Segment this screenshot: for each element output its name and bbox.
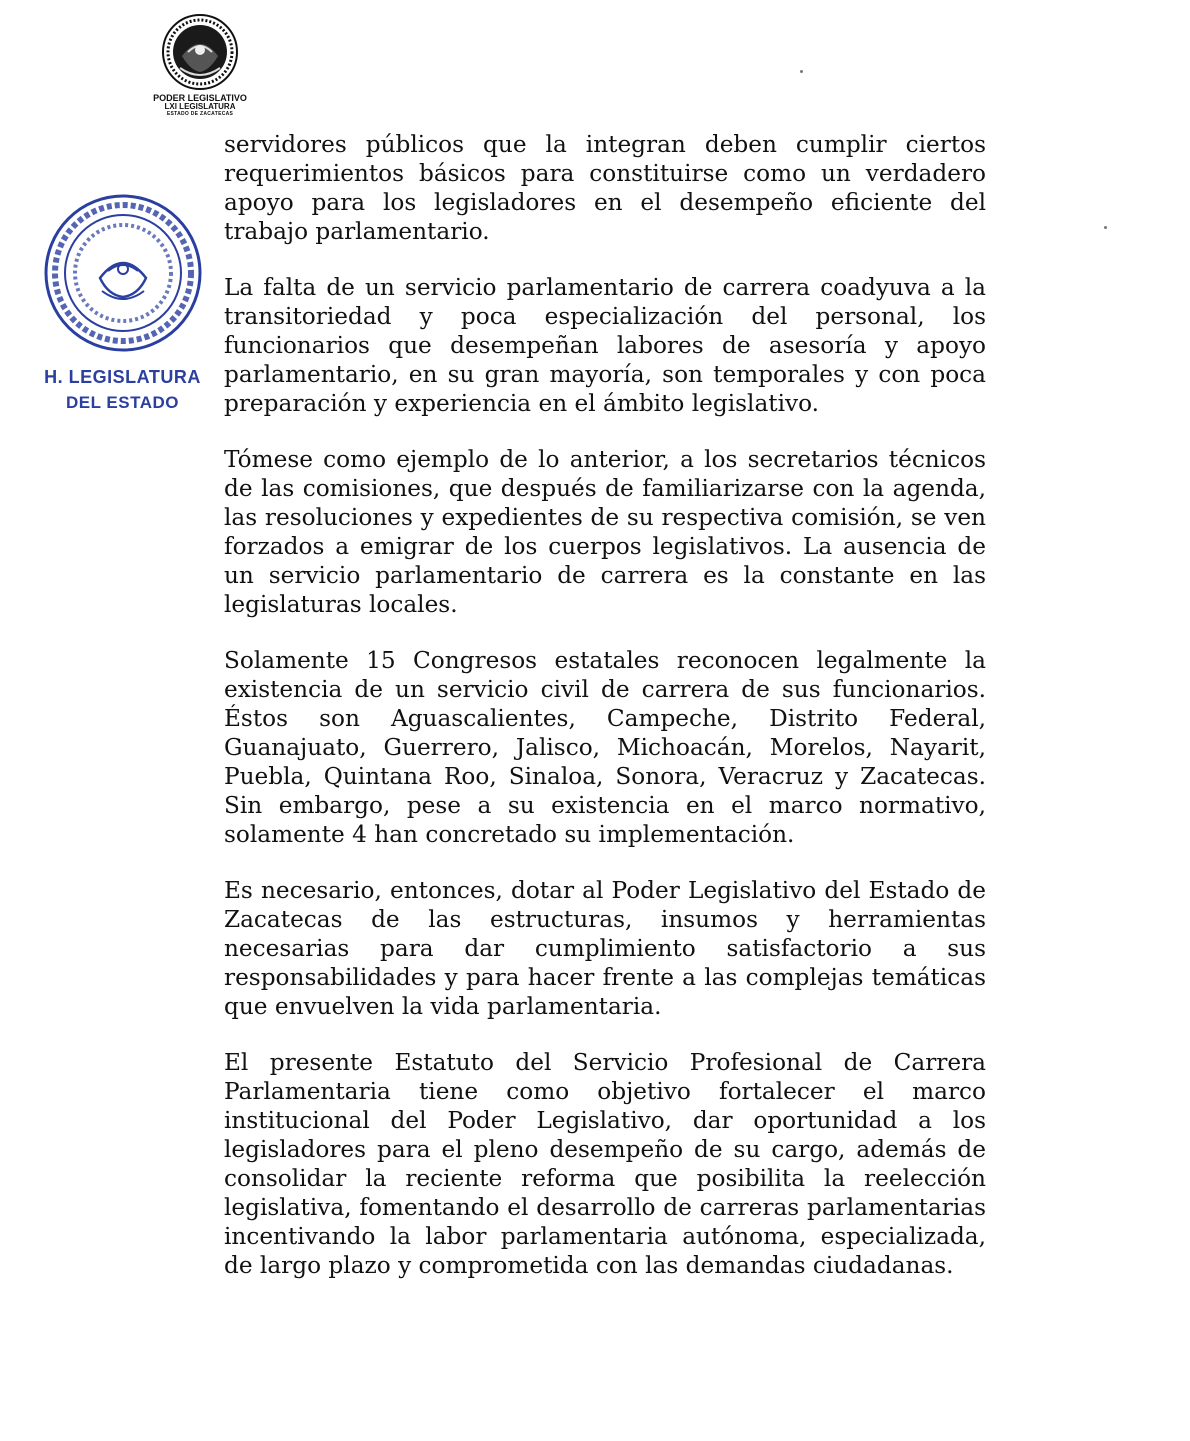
paragraph: Es necesario, entonces, dotar al Poder Legislativo del Estado de Zacatecas de las estructuras, insumos y herramientas necesarias para dar cumplimiento satisfactorio a sus responsabilidades y para hacer frente a las complejas temáticas que envuelven la vida parlamentaria. [224, 877, 986, 1020]
letterhead-line-1: PODER LEGISLATIVO [153, 93, 247, 103]
stamp-seal-icon [30, 193, 215, 363]
paragraph: La falta de un servicio parlamentario de carrera coadyuva a la transitoriedad y poca especialización del personal, los funcionarios que desempeñan labores de asesoría y apoyo parlamentario, en su gran mayoría, son temporales y con poca preparación y experiencia en el ámbito legislativo. [224, 274, 986, 417]
scan-speck [1104, 226, 1107, 229]
document-body [224, 130, 986, 1307]
stamp-caption-line-1: H. LEGISLATURA [44, 367, 201, 387]
official-stamp [30, 193, 215, 423]
national-seal-icon [152, 12, 248, 92]
stamp-caption-line-2: DEL ESTADO [66, 393, 179, 412]
letterhead-line-2: LXI LEGISLATURA [164, 102, 236, 112]
paragraph: servidores públicos que la integran deben cumplir ciertos requerimientos básicos para constituirse como un verdadero apoyo para los legisladores en el desempeño eficiente del trabajo parlamentario. [224, 131, 986, 245]
letterhead-logo [140, 12, 260, 117]
paragraph: Tómese como ejemplo de lo anterior, a los secretarios técnicos de las comisiones, que después de familiarizarse con la agenda, las resoluciones y expedientes de su respectiva comisión, se ven forzados a emigrar de los cuerpos legislativos. La ausencia de un servicio parlamentario de carrera es la constante en las legislaturas locales. [224, 446, 986, 618]
letterhead-line-3: ESTADO DE ZACATECAS [166, 110, 234, 117]
scan-speck [800, 70, 803, 73]
paragraph: Solamente 15 Congresos estatales reconocen legalmente la existencia de un servicio civil de carrera de sus funcionarios. Éstos son Aguascalientes, Campeche, Distrito Federal, Guanajuato, Guerrero, Jalisco, Michoacán, Morelos, Nayarit, Puebla, Quintana Roo, Sinaloa, Sonora, Veracruz y Zacatecas. Sin embargo, pese a su existencia en el marco normativo, solamente 4 han concretado su implementación. [224, 647, 986, 848]
paragraph: El presente Estatuto del Servicio Profesional de Carrera Parlamentaria tiene como objetivo fortalecer el marco institucional del Poder Legislativo, dar oportunidad a los legisladores para el pleno desempeño de su cargo, además de consolidar la reciente reforma que posibilita la reelección legislativa, fomentando el desarrollo de carreras parlamentarias incentivando la labor parlamentaria autónoma, especializada, de largo plazo y comprometida con las demandas ciudadanas. [224, 1049, 986, 1279]
